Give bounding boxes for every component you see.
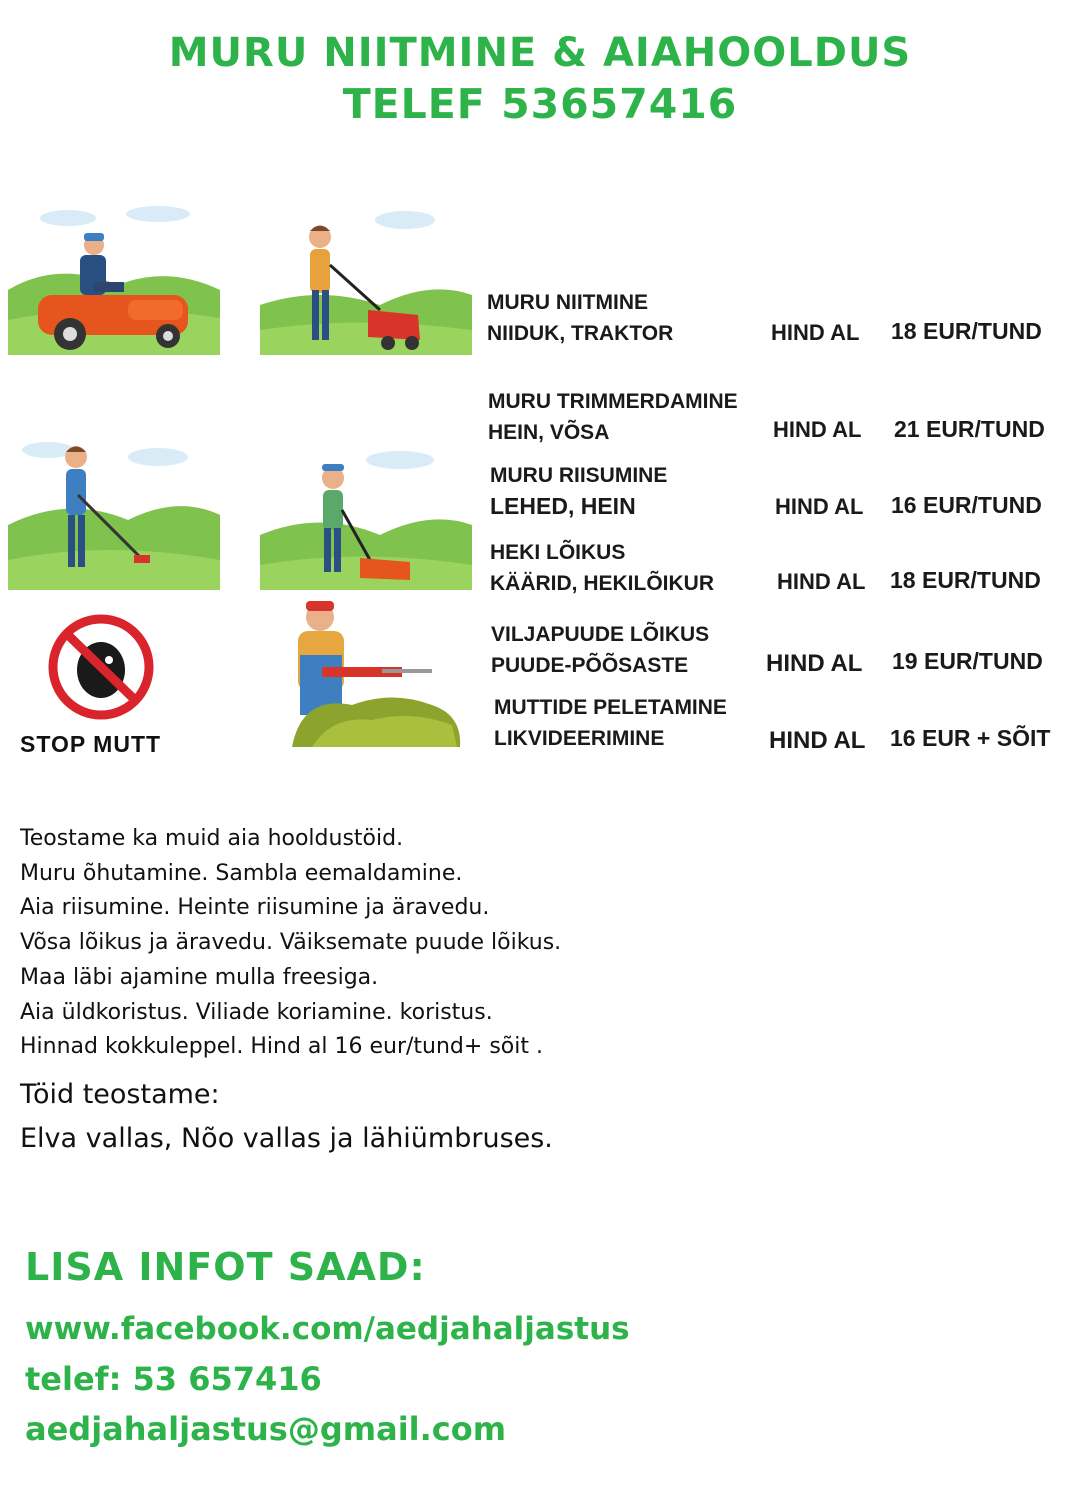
info-line: Hinnad kokkuleppel. Hind al 16 eur/tund+ sõit . bbox=[20, 1034, 543, 1060]
service-title: MURU TRIMMERDAMINE bbox=[488, 390, 738, 413]
service-5 bbox=[491, 619, 709, 681]
phone-heading: TELEF 53657416 bbox=[342, 80, 738, 128]
works-heading: Töid teostame: bbox=[20, 1079, 220, 1110]
service-1-price: 18 EUR/TUND bbox=[891, 318, 1042, 344]
hedge-trimmer-illustration bbox=[262, 595, 462, 747]
service-6-hind: HIND AL bbox=[769, 727, 866, 754]
facebook-link[interactable]: www.facebook.com/aedjahaljastus bbox=[25, 1311, 630, 1347]
service-2 bbox=[488, 386, 738, 448]
service-title: HEKI LÕIKUS bbox=[490, 541, 626, 564]
trimmer-illustration bbox=[8, 435, 220, 590]
service-5-price: 19 EUR/TUND bbox=[892, 648, 1043, 674]
service-6-price: 16 EUR + SÕIT bbox=[890, 725, 1051, 751]
service-1-hind: HIND AL bbox=[771, 320, 860, 345]
works-area-text: Elva vallas, Nõo vallas ja lähiümbruses. bbox=[20, 1123, 553, 1154]
contact-email[interactable]: aedjahaljastus@gmail.com bbox=[25, 1410, 507, 1448]
service-3 bbox=[490, 460, 667, 522]
service-subtitle: PUUDE-PÕÕSASTE bbox=[491, 654, 689, 677]
stop-mole-icon bbox=[45, 612, 157, 722]
service-5-hind: HIND AL bbox=[766, 650, 863, 677]
service-title: MUTTIDE PELETAMINE bbox=[494, 696, 727, 719]
info-line: Teostame ka muid aia hooldustöid. bbox=[20, 826, 404, 851]
info-line: Aia riisumine. Heinte riisumine ja äravedu. bbox=[20, 895, 490, 921]
service-title: MURU RIISUMINE bbox=[490, 464, 668, 487]
riding-mower-illustration bbox=[8, 200, 220, 355]
contact-heading: LISA INFOT SAAD: bbox=[25, 1245, 426, 1289]
service-3-hind: HIND AL bbox=[775, 494, 864, 519]
info-line: Maa läbi ajamine mulla freesiga. bbox=[20, 964, 379, 990]
rake-illustration bbox=[260, 440, 472, 590]
page-title: MURU NIITMINE & AIAHOOLDUS bbox=[168, 30, 912, 76]
service-title: VILJAPUUDE LÕIKUS bbox=[491, 623, 710, 646]
service-subtitle: LIKVIDEERIMINE bbox=[494, 727, 665, 750]
service-6 bbox=[494, 692, 727, 754]
service-subtitle: LEHED, HEIN bbox=[490, 493, 636, 519]
info-line: Aia üldkoristus. Viliade koriamine. koristus. bbox=[20, 999, 493, 1025]
service-subtitle: HEIN, VÕSA bbox=[488, 421, 610, 444]
stop-mutt-label: STOP MUTT bbox=[20, 731, 162, 757]
service-2-hind: HIND AL bbox=[773, 417, 862, 442]
service-3-price: 16 EUR/TUND bbox=[891, 492, 1042, 518]
info-line: Muru õhutamine. Sambla eemaldamine. bbox=[20, 860, 463, 886]
service-2-price: 21 EUR/TUND bbox=[894, 416, 1045, 442]
info-text bbox=[20, 822, 561, 1065]
service-4-price: 18 EUR/TUND bbox=[890, 567, 1041, 593]
service-subtitle: KÄÄRID, HEKILÕIKUR bbox=[490, 572, 714, 595]
service-title: MURU NIITMINE bbox=[487, 291, 648, 314]
info-line: Võsa lõikus ja äravedu. Väiksemate puude lõikus. bbox=[20, 930, 562, 956]
service-subtitle: NIIDUK, TRAKTOR bbox=[487, 322, 674, 345]
contact-phone[interactable]: telef: 53 657416 bbox=[25, 1360, 322, 1398]
service-4-hind: HIND AL bbox=[777, 569, 866, 594]
service-1 bbox=[487, 287, 673, 349]
push-mower-illustration bbox=[260, 205, 472, 355]
works-area bbox=[20, 1073, 553, 1161]
service-4 bbox=[490, 537, 714, 599]
